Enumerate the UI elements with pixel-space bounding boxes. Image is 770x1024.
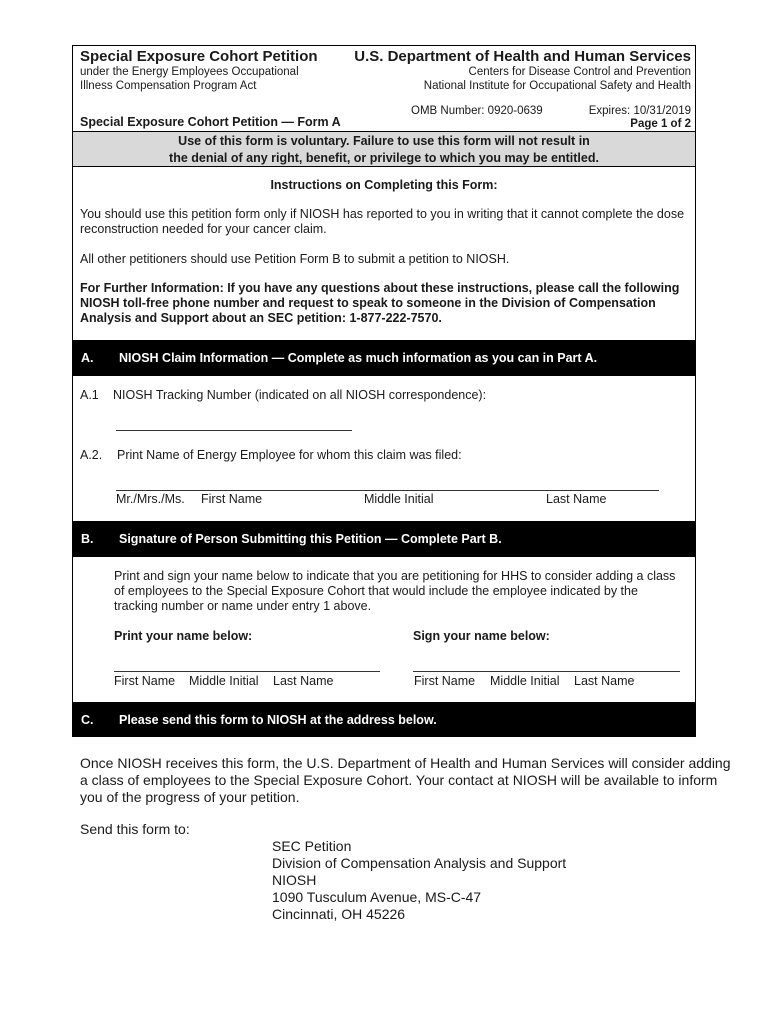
instructions-paragraph-2: All other petitioners should use Petition Form B to submit a petition to NIOSH. xyxy=(80,252,510,266)
expiration-date: Expires: 10/31/2019 xyxy=(588,105,691,117)
address-line-5: Cincinnati, OH 45226 xyxy=(272,906,406,922)
footer-line3: you of the progress of your petition. xyxy=(80,789,300,805)
last-name-label: Last Name xyxy=(546,492,607,506)
middle-initial-label: Middle Initial xyxy=(364,492,434,506)
b-text-line1: Print and sign your name below to indicate that you are petitioning for HHS to consider adding a class xyxy=(114,569,676,583)
name-prefix-label: Mr./Mrs./Ms. xyxy=(116,492,185,506)
section-c-header xyxy=(73,702,695,737)
send-to-label: Send this form to: xyxy=(80,821,190,837)
address-line-1: SEC Petition xyxy=(272,838,352,854)
mailing-address xyxy=(272,838,566,923)
b-text-line2: of employees to the Special Exposure Cohort that would include the employee indicated by the xyxy=(114,584,638,598)
print-name-label: Print your name below: xyxy=(114,629,253,643)
instr-p3-line2: NIOSH toll-free phone number and request to speak to someone in the Division of Compensation xyxy=(80,296,656,310)
section-b-title: Signature of Person Submitting this Petition — Complete Part B. xyxy=(119,532,502,546)
section-b-header xyxy=(73,521,695,557)
section-a-letter: A. xyxy=(81,351,94,365)
form-name: Special Exposure Cohort Petition — Form A xyxy=(80,115,341,129)
sign-middle-initial-label: Middle Initial xyxy=(490,674,560,688)
section-c-letter: C. xyxy=(81,713,94,727)
omb-number: OMB Number: 0920-0639 xyxy=(411,105,543,117)
section-b-letter: B. xyxy=(81,532,94,546)
address-line-2: Division of Compensation Analysis and Support xyxy=(272,855,567,871)
sign-first-name-label: First Name xyxy=(414,674,476,688)
agency-line1: Centers for Disease Control and Prevention xyxy=(468,66,691,78)
section-b-instructions xyxy=(114,569,689,614)
instr-p1-line2: reconstruction needed for your cancer claim. xyxy=(80,222,327,236)
banner-line2: the denial of any right, benefit, or privilege to which you may be entitled. xyxy=(169,151,599,165)
form-subtitle-line2: Illness Compensation Program Act xyxy=(80,80,257,92)
form-title: Special Exposure Cohort Petition xyxy=(80,48,318,65)
print-first-name-label: First Name xyxy=(114,674,176,688)
a1-label: NIOSH Tracking Number (indicated on all NIOSH correspondence): xyxy=(113,388,487,402)
instructions-paragraph-1 xyxy=(80,207,695,237)
a2-label: Print Name of Energy Employee for whom this claim was filed: xyxy=(117,448,462,462)
b-text-line3: tracking number or name under entry 1 above. xyxy=(114,599,372,613)
instructions-heading: Instructions on Completing this Form: xyxy=(270,178,498,192)
print-name-field[interactable] xyxy=(114,671,380,672)
footer-line2: a class of employees to the Special Exposure Cohort. Your contact at NIOSH will be available to inform xyxy=(80,772,718,788)
agency-line2: National Institute for Occupational Safety and Health xyxy=(423,80,691,92)
address-line-4: 1090 Tusculum Avenue, MS-C-47 xyxy=(272,889,482,905)
sign-name-label: Sign your name below: xyxy=(413,629,550,643)
instr-p3-line1: For Further Information: If you have any questions about these instructions, please call the following xyxy=(80,281,680,295)
footer-line1: Once NIOSH receives this form, the U.S. Department of Health and Human Services will consider adding xyxy=(80,755,731,771)
print-last-name-label: Last Name xyxy=(273,674,334,688)
processing-paragraph xyxy=(80,755,740,806)
page-number: Page 1 of 2 xyxy=(630,118,691,130)
instructions-paragraph-3 xyxy=(80,281,695,326)
section-a-title: NIOSH Claim Information — Complete as much information as you can in Part A. xyxy=(119,351,598,365)
first-name-label: First Name xyxy=(201,492,263,506)
tracking-number-field[interactable] xyxy=(116,430,352,431)
print-middle-initial-label: Middle Initial xyxy=(189,674,259,688)
banner-line1: Use of this form is voluntary. Failure to use this form will not result in xyxy=(178,134,590,148)
section-a-header xyxy=(73,340,695,376)
form-subtitle-line1: under the Energy Employees Occupational xyxy=(80,66,299,78)
instr-p1-line1: You should use this petition form only if NIOSH has reported to you in writing that it cannot complete the dose xyxy=(80,207,685,221)
a2-number: A.2. xyxy=(80,448,103,462)
section-c-title: Please send this form to NIOSH at the address below. xyxy=(119,713,437,727)
sign-last-name-label: Last Name xyxy=(574,674,635,688)
a1-number: A.1 xyxy=(80,388,99,402)
address-line-3: NIOSH xyxy=(272,872,317,888)
employee-name-field[interactable] xyxy=(116,490,659,491)
instr-p3-line3: Analysis and Support about an SEC petition: 1-877-222-7570. xyxy=(80,311,442,325)
voluntary-notice-banner xyxy=(73,131,695,167)
agency-name: U.S. Department of Health and Human Services xyxy=(354,48,691,65)
signature-field[interactable] xyxy=(413,671,680,672)
